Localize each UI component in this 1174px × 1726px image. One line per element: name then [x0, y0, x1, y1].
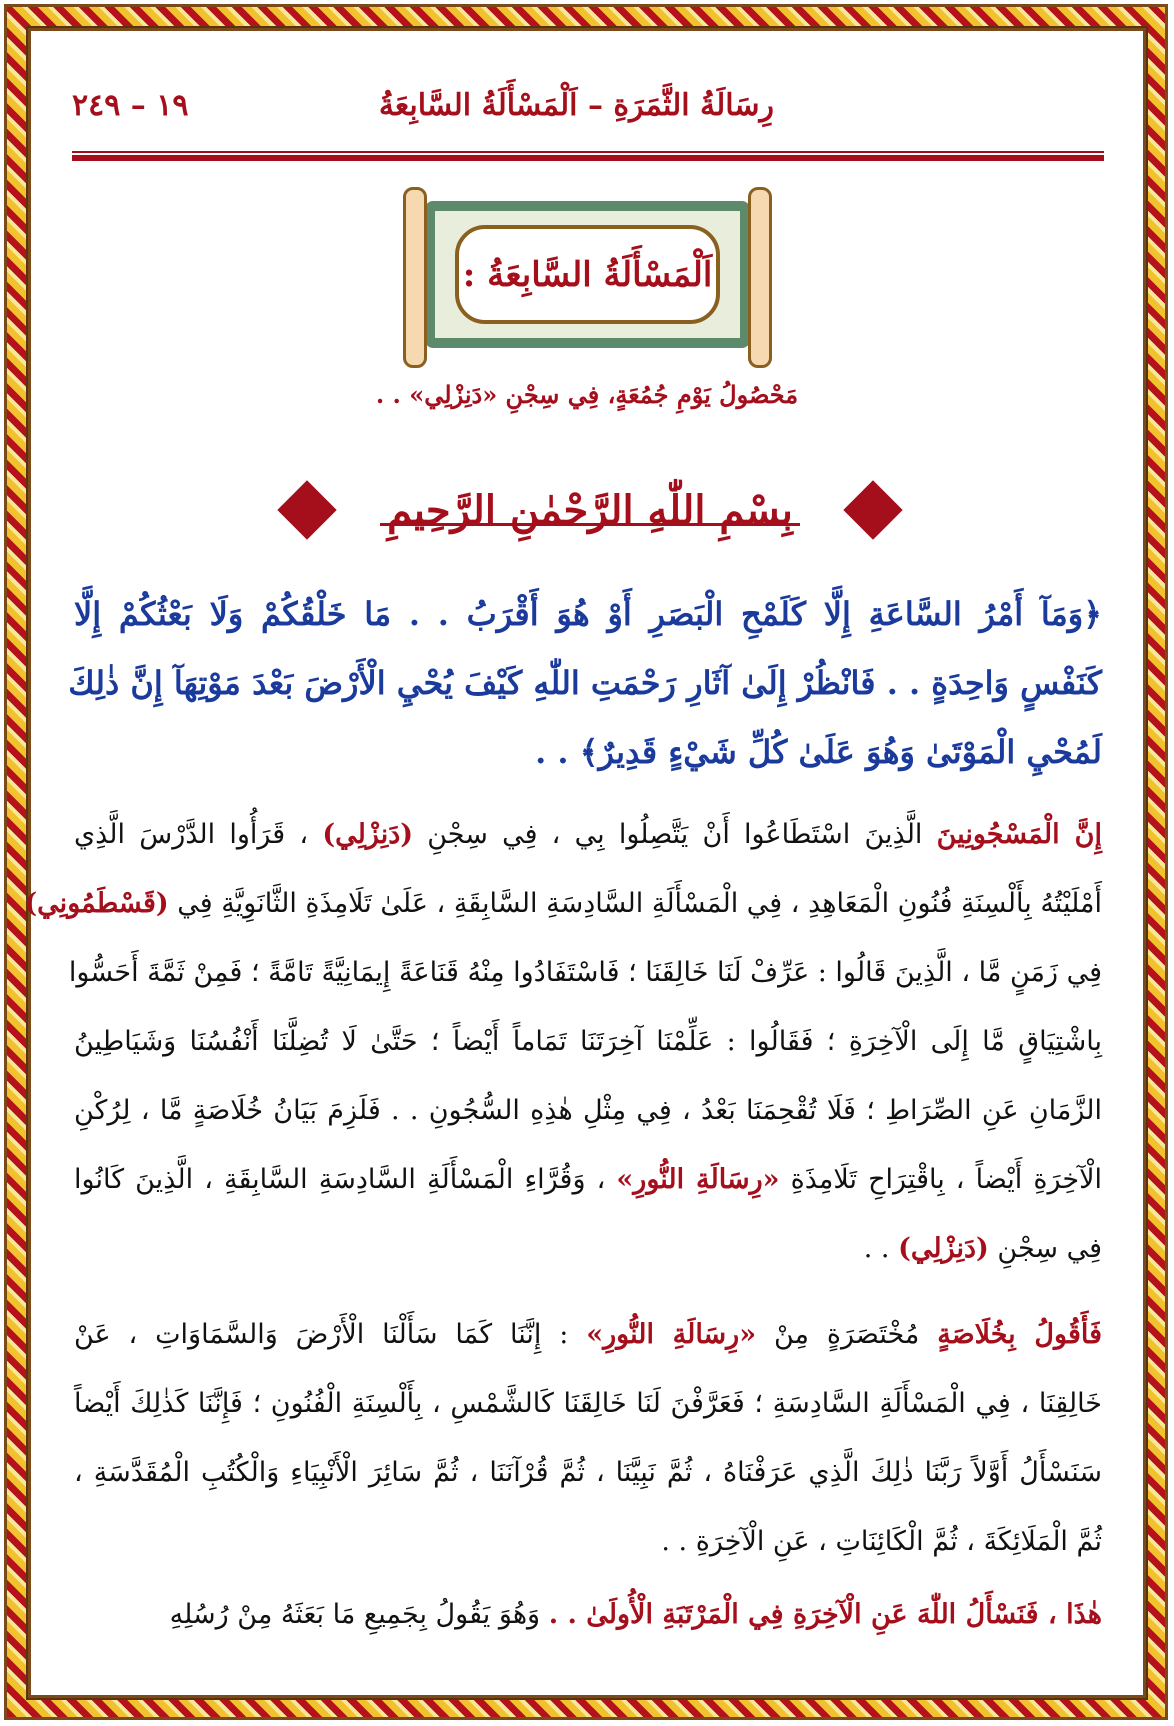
text-line: [74, 718, 1102, 787]
chapter-subtitle: مَحْصُولُ يَوْمِ جُمُعَةٍ، فِي سِجْنِ «دَنِزْلِي» . .: [375, 380, 799, 409]
text-segment: ، وَقُرَّاءِ الْمَسْأَلَةِ السَّادِسَةِ السَّابِقَةِ ، الَّذِينَ كَانُوا: [74, 1164, 617, 1195]
paragraph-3: [74, 1580, 1102, 1649]
paragraph-1: [24, 800, 1102, 1283]
text-line: [74, 580, 1102, 649]
quran-verse: [68, 580, 1103, 787]
text-line: [74, 800, 1102, 869]
text-line: [74, 1300, 1102, 1369]
text-segment: بِاشْتِيَاقٍ مَّا إِلَى الْآخِرَةِ ؛ فَقَالُوا : عَلِّمْنَا آخِرَتَنَا تَمَاماً أَيْضاً ؛ حَتَّىٰ لَا تُضِلَّنَا أَنْفُسُنَا وَشَيَاطِينُ: [74, 1026, 1102, 1057]
text-line: [74, 1580, 1102, 1649]
text-segment: . .: [863, 1233, 899, 1264]
text-line: [74, 1507, 1102, 1576]
highlighted-text: إِنَّ الْمَسْجُونِينَ: [936, 819, 1102, 850]
chapter-title: اَلْمَسْأَلَةُ السَّابِعَةُ :: [462, 254, 713, 295]
header-title: رِسَالَةُ الثَّمَرَةِ – اَلْمَسْأَلَةُ السَّابِعَةُ: [378, 88, 774, 123]
text-segment: ، قَرَأُوا الدَّرْسَ الَّذِي: [74, 819, 323, 850]
highlighted-text: (دَنِزْلِي): [322, 819, 414, 850]
highlighted-text: فَأَقُولُ بِخُلَاصَةٍ: [937, 1319, 1102, 1350]
text-segment: فِي زَمَنٍ مَّا ، الَّذِينَ قَالُوا : عَرِّفْ لَنَا خَالِقَنَا ؛ فَاسْتَفَادُوا مِنْهُ قَنَاعَةً إِيمَانِيَّةً تَامَّةً ؛ فَمِنْ ثَمَّةَ أَحَسُّوا: [68, 957, 1102, 988]
text-line: [74, 1007, 1102, 1076]
text-line: [68, 938, 1102, 1007]
chapter-cartouche: [395, 187, 780, 362]
text-segment: الزَّمَانِ عَنِ الصِّرَاطِ ؛ فَلَا تُقْحِمَنَا بَعْدُ ، فِي مِثْلِ هٰذِهِ السُّجُونِ . . فَلَزِمَ بَيَانُ خُلَاصَةٍ مَّا ، لِرُكْنِ: [74, 1095, 1102, 1126]
highlighted-text: (دَنِزْلِي): [898, 1233, 989, 1264]
text-segment: وَهُوَ يَقُولُ بِجَمِيعِ مَا بَعَثَهُ مِنْ رُسُلِهِ: [169, 1599, 549, 1630]
text-segment: أَمْلَيْتُهُ بِأَلْسِنَةِ فُنُونِ الْمَعَاهِدِ ، فِي الْمَسْأَلَةِ السَّادِسَةِ السَّابِقَةِ ، عَلَىٰ تَلَامِذَةِ الثَّانَوِيَّةِ فِي: [168, 888, 1102, 919]
text-line: [74, 1438, 1102, 1507]
text-segment: لَمُحْيِ الْمَوْتَىٰ وَهُوَ عَلَىٰ كُلِّ شَيْءٍ قَدِيرٌ﴾ . .: [535, 733, 1102, 771]
text-segment: سَنَسْأَلُ أَوَّلاً رَبَّنَا ذٰلِكَ الَّذِي عَرَفْنَاهُ ، ثُمَّ نَبِيَّنَا ، ثُمَّ قُرْآنَنَا ، ثُمَّ سَائِرَ الْأَنْبِيَاءِ وَالْكُتُبِ الْمُقَدَّسَةِ ،: [74, 1457, 1102, 1488]
highlighted-text: «رِسَالَةِ النُّورِ»: [616, 1164, 780, 1195]
text-line: [68, 649, 1102, 718]
header-rule: [72, 151, 1104, 153]
header-rule-thick: [72, 155, 1104, 161]
basmala-text: بِسْمِ اللّٰهِ الرَّحْمٰنِ الرَّحِيمِ: [387, 486, 793, 534]
running-header: [72, 88, 1104, 138]
text-line: [74, 1369, 1102, 1438]
text-segment: الْآخِرَةِ أَيْضاً ، بِاقْتِرَاحِ تَلَامِذَةِ: [779, 1164, 1102, 1195]
text-line: [74, 1214, 1102, 1283]
text-segment: مُخْتَصَرَةٍ مِنْ: [756, 1319, 938, 1350]
text-segment: خَالِقِنَا ، فِي الْمَسْأَلَةِ السَّادِسَةِ ؛ فَعَرَّفْنَ لَنَا خَالِقَنَا كَالشَّمْسِ ، بِأَلْسِنَةِ الْفُنُونِ ؛ فَإِنَّنَا كَذٰلِكَ أَيْضاً: [74, 1388, 1102, 1419]
text-segment: : إِنَّنَا كَمَا سَأَلْنَا الْأَرْضَ وَالسَّمَاوَاتِ ، عَنْ: [74, 1319, 587, 1350]
highlighted-text: (قَسْطَمُونِي): [24, 888, 169, 919]
text-segment: الَّذِينَ اسْتَطَاعُوا أَنْ يَتَّصِلُوا بِي ، فِي سِجْنِ: [413, 819, 937, 850]
text-line: [24, 869, 1102, 938]
highlighted-text: «رِسَالَةِ النُّورِ»: [586, 1319, 757, 1350]
page-number: ١٩ – ٢٤٩: [72, 88, 189, 123]
text-segment: فِي سِجْنِ: [988, 1233, 1102, 1264]
text-line: [74, 1145, 1102, 1214]
highlighted-text: هٰذَا ، فَنَسْأَلُ اللّٰهَ عَنِ الْآخِرَةِ فِي الْمَرْتَبَةِ الْأُولَىٰ . .: [548, 1599, 1102, 1630]
text-line: [74, 1076, 1102, 1145]
basmala-ornament: [280, 475, 900, 545]
text-segment: ﴿وَمَآ أَمْرُ السَّاعَةِ إِلَّا كَلَمْحِ الْبَصَرِ أَوْ هُوَ أَقْرَبُ . . مَا خَلْقُكُمْ وَلَا بَعْثُكُمْ إِلَّا: [74, 595, 1103, 633]
text-segment: كَنَفْسٍ وَاحِدَةٍ . . فَانْظُرْ إِلَىٰ آثَارِ رَحْمَتِ اللّٰهِ كَيْفَ يُحْيِ الْأَرْضَ بَعْدَ مَوْتِهَآ إِنَّ ذٰلِكَ: [68, 664, 1102, 702]
text-segment: ثُمَّ الْمَلَائِكَةَ ، ثُمَّ الْكَائِنَاتِ ، عَنِ الْآخِرَةِ . .: [661, 1526, 1102, 1557]
paragraph-2: [74, 1300, 1102, 1576]
